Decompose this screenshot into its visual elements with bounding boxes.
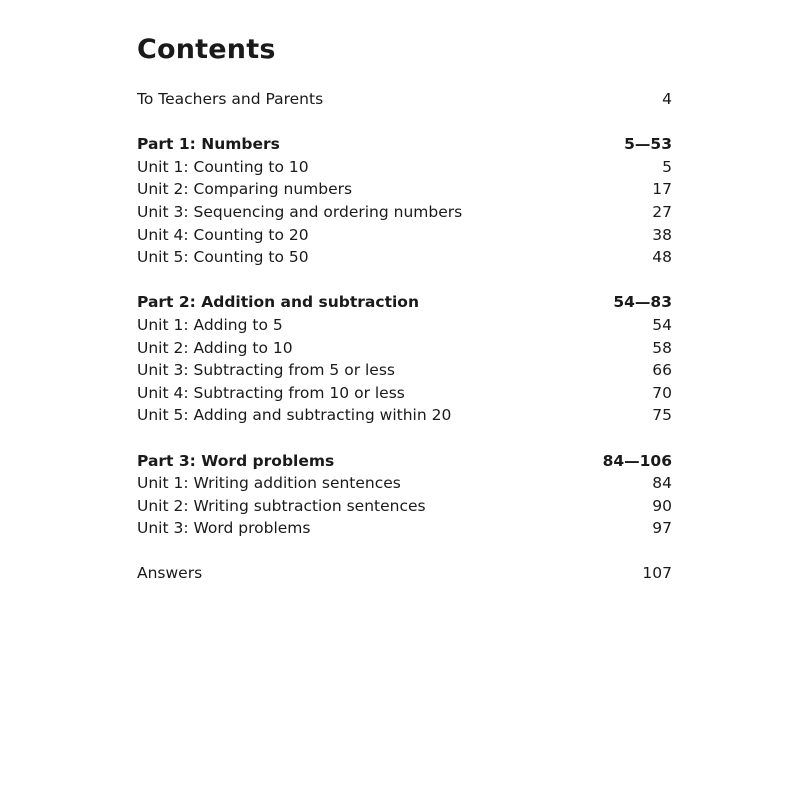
toc-entry-label: Answers bbox=[137, 564, 203, 583]
toc-part-heading bbox=[137, 291, 672, 314]
unit-page: 48 bbox=[652, 248, 672, 267]
toc-entry-intro bbox=[137, 88, 672, 111]
section-gap bbox=[137, 269, 672, 292]
toc-entry-page: 107 bbox=[642, 564, 672, 583]
toc-unit-entry bbox=[137, 517, 672, 540]
unit-page: 54 bbox=[652, 315, 672, 334]
unit-page: 70 bbox=[652, 383, 672, 402]
unit-page: 27 bbox=[652, 202, 672, 221]
part-pages: 54—83 bbox=[613, 293, 672, 312]
table-of-contents bbox=[137, 88, 672, 585]
unit-label: Unit 3: Word problems bbox=[137, 519, 311, 538]
toc-unit-entry bbox=[137, 224, 672, 247]
part-pages: 5—53 bbox=[624, 135, 672, 154]
unit-label: Unit 3: Subtracting from 5 or less bbox=[137, 361, 395, 380]
part-label: Part 3: Word problems bbox=[137, 451, 335, 470]
toc-part-heading bbox=[137, 133, 672, 156]
toc-unit-entry bbox=[137, 178, 672, 201]
unit-label: Unit 1: Counting to 10 bbox=[137, 157, 309, 176]
unit-label: Unit 4: Counting to 20 bbox=[137, 225, 309, 244]
unit-page: 17 bbox=[652, 180, 672, 199]
contents-page bbox=[137, 30, 672, 585]
page-title: Contents bbox=[137, 34, 276, 65]
toc-unit-entry bbox=[137, 201, 672, 224]
unit-page: 90 bbox=[652, 496, 672, 515]
unit-label: Unit 2: Adding to 10 bbox=[137, 338, 293, 357]
part-label: Part 1: Numbers bbox=[137, 135, 280, 154]
unit-label: Unit 3: Sequencing and ordering numbers bbox=[137, 202, 463, 221]
toc-unit-entry bbox=[137, 246, 672, 269]
toc-unit-entry bbox=[137, 337, 672, 360]
unit-page: 58 bbox=[652, 338, 672, 357]
unit-page: 84 bbox=[652, 474, 672, 493]
toc-unit-entry bbox=[137, 495, 672, 518]
toc-part-heading bbox=[137, 450, 672, 473]
unit-label: Unit 4: Subtracting from 10 or less bbox=[137, 383, 405, 402]
part-pages: 84—106 bbox=[602, 451, 672, 470]
unit-label: Unit 2: Comparing numbers bbox=[137, 180, 353, 199]
unit-page: 38 bbox=[652, 225, 672, 244]
toc-unit-entry bbox=[137, 359, 672, 382]
toc-unit-entry bbox=[137, 472, 672, 495]
toc-unit-entry bbox=[137, 382, 672, 405]
unit-page: 5 bbox=[662, 157, 672, 176]
unit-label: Unit 2: Writing subtraction sentences bbox=[137, 496, 426, 515]
toc-unit-entry bbox=[137, 404, 672, 427]
unit-label: Unit 5: Counting to 50 bbox=[137, 248, 309, 267]
unit-label: Unit 1: Adding to 5 bbox=[137, 315, 283, 334]
unit-label: Unit 1: Writing addition sentences bbox=[137, 474, 401, 493]
toc-entry-label: To Teachers and Parents bbox=[137, 90, 324, 108]
part-label: Part 2: Addition and subtraction bbox=[137, 293, 419, 312]
unit-page: 66 bbox=[652, 361, 672, 380]
unit-page: 75 bbox=[652, 406, 672, 425]
toc-entry-page: 4 bbox=[662, 90, 672, 108]
section-gap bbox=[137, 540, 672, 563]
toc-entry-answers bbox=[137, 562, 672, 585]
toc-unit-entry bbox=[137, 156, 672, 179]
section-gap bbox=[137, 111, 672, 134]
unit-page: 97 bbox=[652, 519, 672, 538]
section-gap bbox=[137, 427, 672, 450]
unit-label: Unit 5: Adding and subtracting within 20 bbox=[137, 406, 452, 425]
toc-unit-entry bbox=[137, 314, 672, 337]
